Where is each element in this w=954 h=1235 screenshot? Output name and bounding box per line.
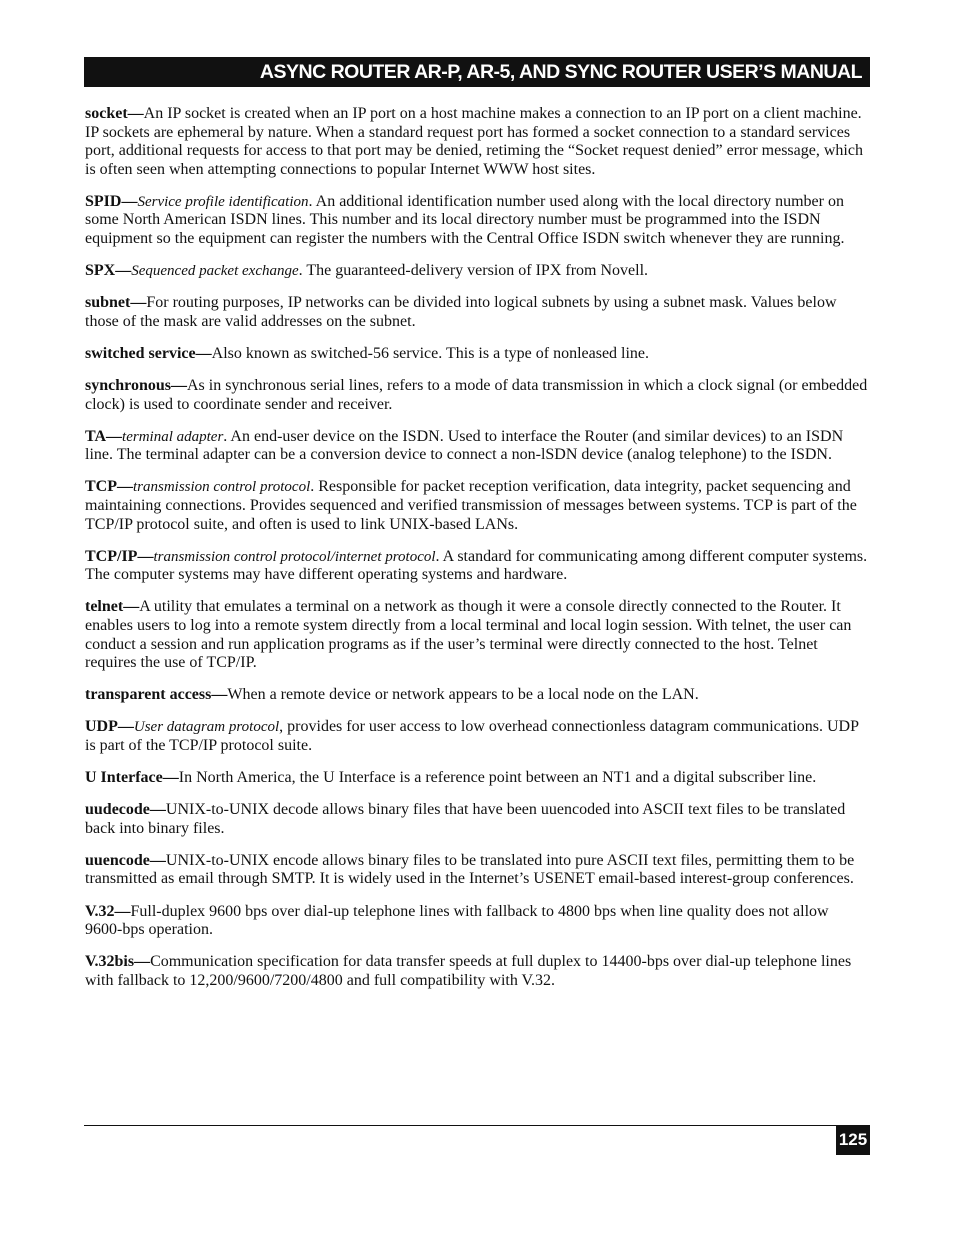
glossary-entry-uuencode: [85, 852, 869, 889]
glossary-term: TCP/IP—: [85, 547, 154, 565]
glossary-definition: Communication specification for data transfer speeds at full duplex to 14400-bps over dial-up telephone lines with fallback to 12,200/9600/7200/4800 and full compatibility with V.32.: [85, 953, 852, 989]
glossary-definition: When a remote device or network appears to be a local node on the LAN.: [227, 686, 699, 704]
glossary-term: V.32—: [85, 902, 131, 920]
glossary-definition: Also known as switched-56 service. This is a type of nonleased line.: [211, 344, 650, 362]
glossary-definition: A utility that emulates a terminal on a network as though it were a console directly connected to the Router. It enables users to log into a remote system directly from a local terminal and local login session. With telnet, the user can conduct a session and run application programs as if the user’s terminal were directly connected to the host. Telnet requires the use of TCP/IP.: [85, 598, 852, 672]
glossary-definition: . Responsible for packet reception verification, data integrity, packet sequencing and maintaining connections. Provides sequenced and verified transmission of messages between systems. TCP is part of the TCP/IP protocol suite, and often is used to link UNIX-based LANs.: [85, 478, 857, 533]
glossary-entry-telnet: [85, 598, 869, 672]
glossary-entry-spid: [85, 193, 869, 249]
glossary-entry-socket: [85, 105, 869, 179]
glossary-entry-transparent-access: [85, 686, 869, 705]
glossary-term: subnet—: [85, 294, 147, 312]
glossary-term: switched service—: [85, 344, 212, 362]
glossary-entry-ta: [85, 428, 869, 465]
glossary-definition: . A standard for communicating among different computer systems. The computer systems may have different operating systems and hardware.: [85, 547, 868, 584]
glossary-definition: Full-duplex 9600 bps over dial-up telephone lines with fallback to 4800 bps when line quality does not allow 9600-bps operation.: [85, 902, 829, 939]
glossary-term: SPID—: [85, 192, 138, 210]
glossary-definition: For routing purposes, IP networks can be divided into logical subnets by using a subnet mask. Values below those of the mask are valid addresses on the subnet.: [85, 294, 837, 330]
glossary-entry-v32bis: [85, 953, 869, 990]
glossary-term: TA—: [85, 427, 123, 445]
glossary-definition: . An additional identification number used along with the local directory number on some North American ISDN lines. This number and its local directory number must be programmed into the ISDN equipment so the equipment can register the numbers with the Central Office ISDN switch whenever they are running.: [85, 192, 845, 248]
glossary-definition: An IP socket is created when an IP port on a host machine makes a connection to an IP port on a client machine. IP sockets are ephemeral by nature. When a standard request port has formed a socket connection to a standard services port, additional requests for access to that port may be denied, retiming the “Socket request denied” error message, which is often seen when attempting connections to popular Internet WWW host sites.: [85, 105, 863, 178]
glossary-entry-synchronous: [85, 377, 869, 414]
glossary-expansion: terminal adapter: [122, 428, 224, 445]
glossary-term: transparent access—: [85, 686, 228, 704]
header-bar: [84, 57, 870, 87]
glossary-entry-v32: [85, 903, 869, 940]
page-number: 125: [836, 1125, 870, 1155]
glossary-entry-tcp-ip: [85, 548, 869, 585]
glossary-term: U Interface—: [85, 769, 179, 787]
glossary-content: [85, 105, 869, 1004]
glossary-expansion: transmission control protocol: [133, 479, 311, 496]
glossary-entry-tcp: [85, 478, 869, 534]
glossary-definition: , provides for user access to low overhead connectionless datagram communications. UDP is part of the TCP/IP protocol suite.: [85, 718, 859, 754]
manual-title: ASYNC ROUTER AR-P, AR-5, AND SYNC ROUTER USER’S MANUAL: [259, 61, 862, 83]
glossary-expansion: transmission control protocol/internet protocol: [153, 548, 436, 565]
glossary-entry-u-interface: [85, 769, 869, 788]
glossary-definition: In North America, the U Interface is a reference point between an NT1 and a digital subscriber line.: [178, 769, 817, 787]
footer-rule: [84, 1125, 870, 1126]
glossary-term: telnet—: [85, 598, 140, 616]
glossary-entry-switched-service: [85, 345, 869, 364]
glossary-term: synchronous—: [85, 377, 187, 395]
glossary-term: UDP—: [85, 718, 134, 736]
glossary-term: uuencode—: [85, 851, 166, 869]
glossary-definition: UNIX-to-UNIX decode allows binary files that have been uuencoded into ASCII text files to be translated back into binary files.: [85, 801, 846, 837]
glossary-expansion: User datagram protocol: [133, 719, 280, 736]
glossary-definition: . The guaranteed-delivery version of IPX from Novell.: [298, 262, 649, 280]
glossary-entry-subnet: [85, 294, 869, 331]
glossary-entry-spx: [85, 262, 869, 281]
glossary-definition: UNIX-to-UNIX encode allows binary files to be translated into pure ASCII text files, permitting them to be transmitted as email through SMTP. It is widely used in the Internet’s USENET email-based interest-group conferences.: [85, 851, 855, 888]
glossary-term: TCP—: [85, 478, 133, 496]
glossary-expansion: Sequenced packet exchange: [131, 263, 299, 280]
glossary-definition: As in synchronous serial lines, refers to a mode of data transmission in which a clock signal (or embedded clock) is used to coordinate sender and receiver.: [85, 377, 868, 413]
glossary-entry-udp: [85, 718, 869, 755]
glossary-term: socket—: [85, 105, 144, 122]
glossary-term: V.32bis—: [85, 953, 151, 971]
glossary-entry-uudecode: [85, 801, 869, 838]
glossary-expansion: Service profile identification: [137, 193, 309, 210]
glossary-definition: . An end-user device on the ISDN. Used to interface the Router (and similar devices) to an ISDN line. The terminal adapter can be a conversion device to connect a non-lSDN device (analog telephone) to the ISDN.: [85, 427, 844, 464]
glossary-term: SPX—: [85, 262, 132, 280]
glossary-term: uudecode—: [85, 801, 166, 819]
